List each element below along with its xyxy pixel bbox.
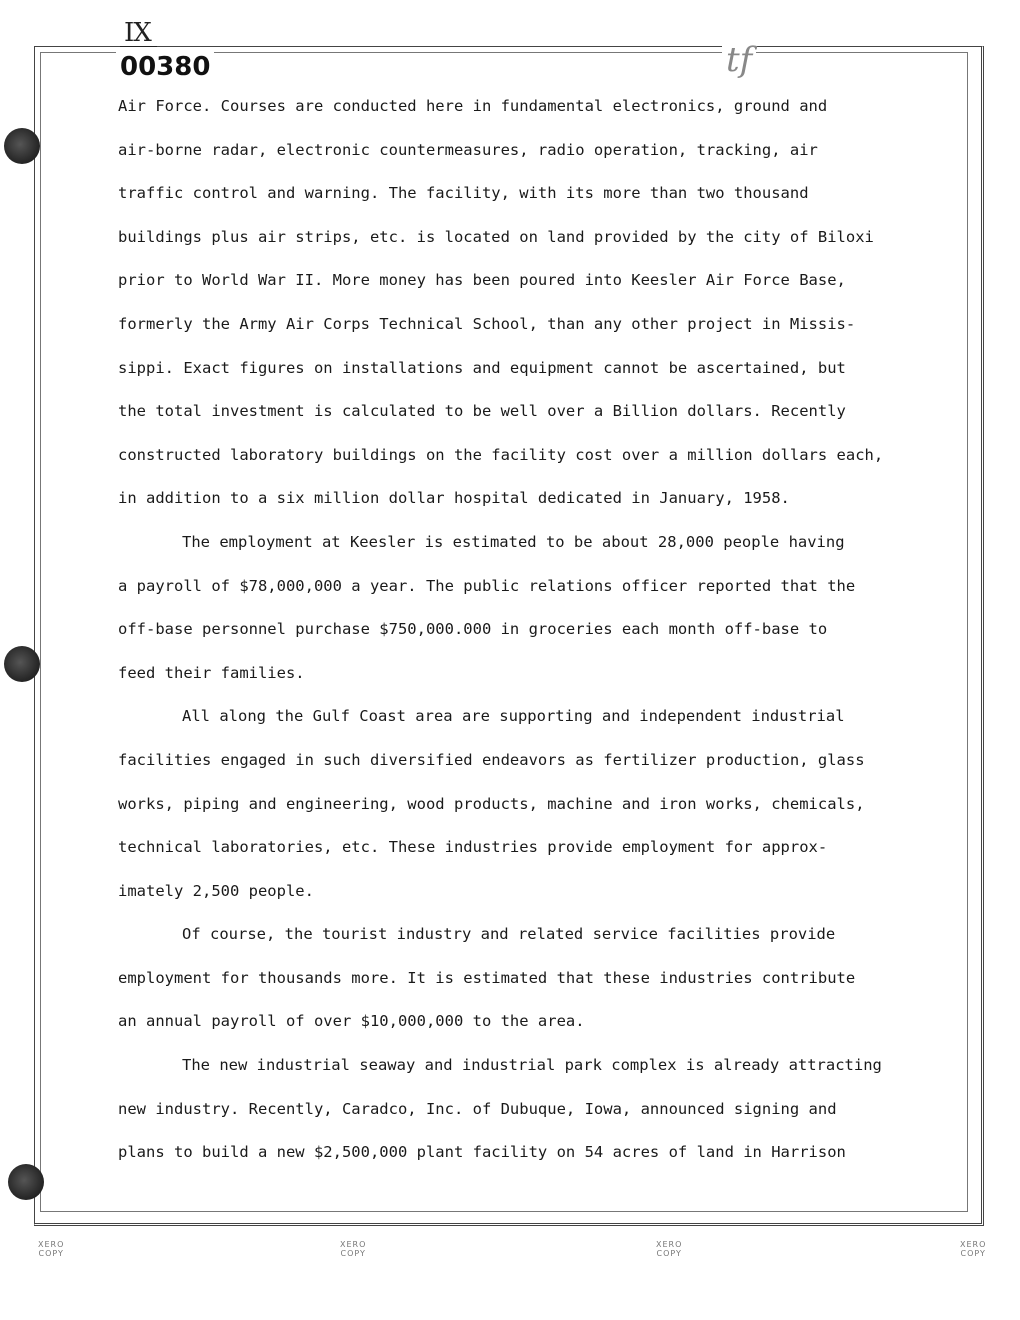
text-line: new industry. Recently, Caradco, Inc. of Dubuque, Iowa, announced signing and xyxy=(118,1099,837,1118)
xero-copy-mark xyxy=(960,1240,986,1258)
xero-mark-line1: XERO xyxy=(340,1240,367,1249)
text-line: sippi. Exact figures on installations and equipment cannot be ascertained, but xyxy=(118,358,846,377)
text-line: prior to World War II. More money has been poured into Keesler Air Force Base, xyxy=(118,271,846,290)
text-line: a payroll of $78,000,000 a year. The public relations officer reported that the xyxy=(118,576,856,595)
text-line: buildings plus air strips, etc. is located on land provided by the city of Biloxi xyxy=(118,227,874,246)
body-text xyxy=(118,92,884,1182)
text-line: feed their families. xyxy=(118,663,305,682)
xero-copy-mark xyxy=(340,1240,366,1258)
xero-mark-line1: XERO xyxy=(960,1240,987,1249)
page-number: 00380 xyxy=(116,52,214,82)
xero-mark-line2: COPY xyxy=(38,1249,64,1258)
text-line: an annual payroll of over $10,000,000 to the area. xyxy=(118,1012,585,1031)
text-line: facilities engaged in such diversified endeavors as fertilizer production, glass xyxy=(118,750,865,769)
text-line: All along the Gulf Coast area are supporting and independent industrial xyxy=(182,707,845,726)
text-line: Of course, the tourist industry and related service facilities provide xyxy=(182,925,836,944)
text-line: The employment at Keesler is estimated to be about 28,000 people having xyxy=(182,532,845,551)
xero-copy-mark xyxy=(38,1240,64,1258)
punch-hole-icon xyxy=(8,1164,44,1200)
xero-mark-line1: XERO xyxy=(38,1240,65,1249)
punch-hole-icon xyxy=(4,128,40,164)
punch-hole-icon xyxy=(4,646,40,682)
text-line: employment for thousands more. It is estimated that these industries contribute xyxy=(118,968,856,987)
text-line: technical laboratories, etc. These industries provide employment for approx- xyxy=(118,838,828,857)
text-line: imately 2,500 people. xyxy=(118,881,314,900)
text-line: The new industrial seaway and industrial park complex is already attracting xyxy=(182,1056,882,1075)
text-line: off-base personnel purchase $750,000.000 in groceries each month off-base to xyxy=(118,620,828,639)
xero-mark-line2: COPY xyxy=(656,1249,682,1258)
xero-mark-line1: XERO xyxy=(656,1240,683,1249)
xero-copy-mark xyxy=(656,1240,682,1258)
text-line: air-borne radar, electronic countermeasures, radio operation, tracking, air xyxy=(118,140,818,159)
text-line: works, piping and engineering, wood products, machine and iron works, chemicals, xyxy=(118,794,865,813)
text-line: plans to build a new $2,500,000 plant facility on 54 acres of land in Harrison xyxy=(118,1143,846,1162)
text-line: formerly the Army Air Corps Technical School, than any other project in Missis- xyxy=(118,314,856,333)
text-line: in addition to a six million dollar hospital dedicated in January, 1958. xyxy=(118,489,790,508)
handwritten-initials: tf xyxy=(722,40,756,80)
section-numeral: IX xyxy=(124,18,151,48)
xero-mark-line2: COPY xyxy=(960,1249,986,1258)
text-line: traffic control and warning. The facility, with its more than two thousand xyxy=(118,184,809,203)
text-line: Air Force. Courses are conducted here in fundamental electronics, ground and xyxy=(118,97,828,115)
text-line: constructed laboratory buildings on the facility cost over a million dollars each, xyxy=(118,445,884,464)
xero-mark-line2: COPY xyxy=(340,1249,366,1258)
text-line: the total investment is calculated to be well over a Billion dollars. Recently xyxy=(118,402,846,421)
